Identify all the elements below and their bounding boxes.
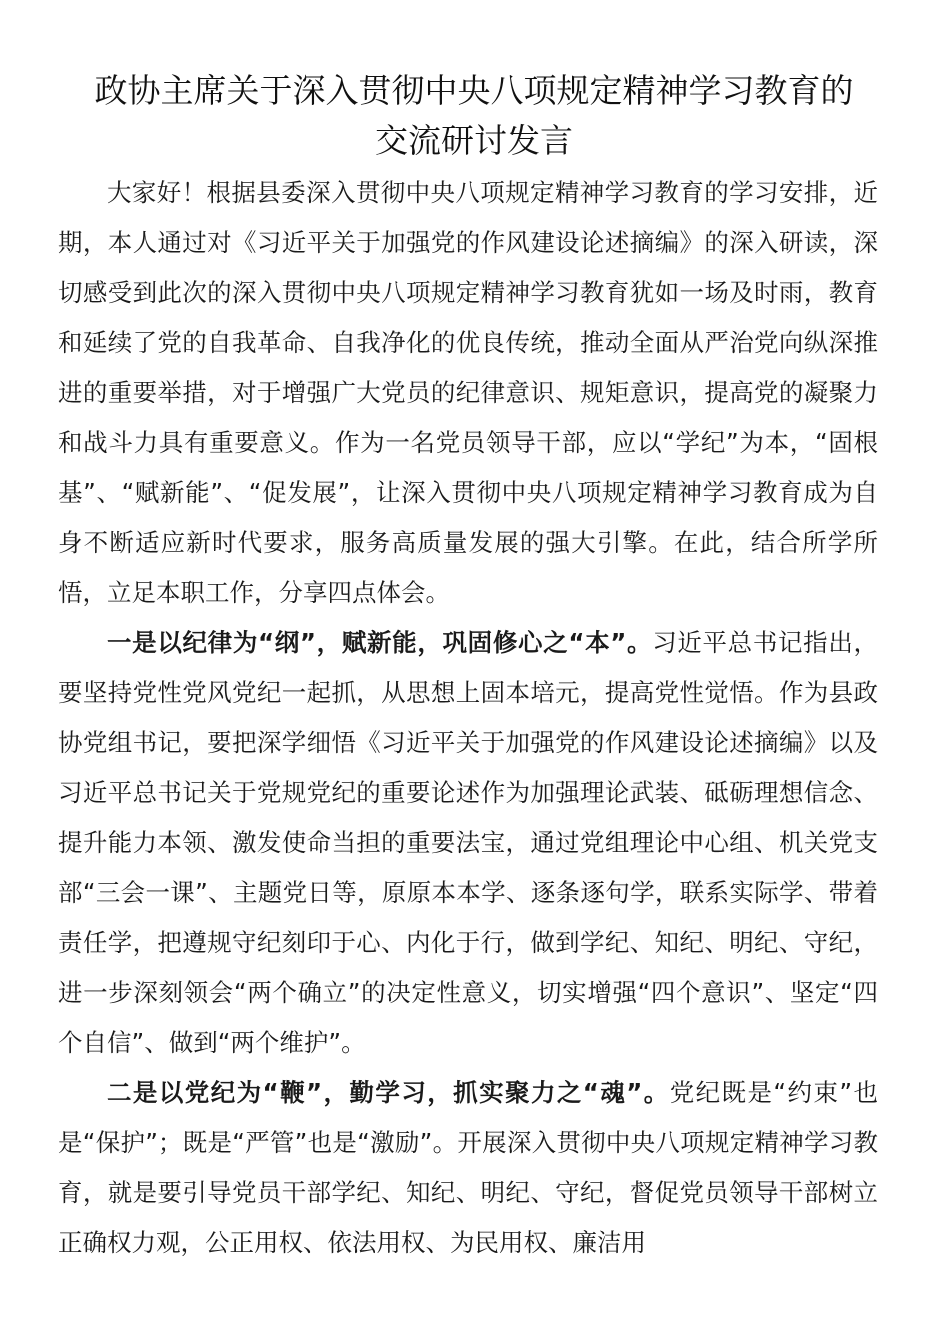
paragraph-lead: 一是以纪律为“纲”，赋新能，巩固修心之“本”。 <box>107 628 653 657</box>
paragraph-text: 大家好！根据县委深入贯彻中央八项规定精神学习教育的学习安排，近期，本人通过对《习近平关于加强党的作风建设论述摘编》的深入研读，深切感受到此次的深入贯彻中央八项规定精神学习教育犹如一场及时雨，教育和延续了党的自我革命、自我净化的优良传统，推动全面从严治党向纵深推进的重要举措，对于增强广大党员的纪律意识、规矩意识，提高党的凝聚力和战斗力具有重要意义。作为一名党员领导干部，应以“学纪”为本，“固根基”、“赋新能”、“促发展”，让深入贯彻中央八项规定精神学习教育成为自身不断适应新时代要求，服务高质量发展的强大引擎。在此，结合所学所悟，立足本职工作，分享四点体会。 <box>58 178 878 607</box>
title-line-2: 交流研讨发言 <box>375 121 573 160</box>
paragraph-text: 党纪既是“约束”也是“保护”；既是“严管”也是“激励”。开展深入贯彻中央八项规定精神学习教育，就是要引导党员干部学纪、知纪、明纪、守纪，督促党员领导干部树立正确权力观，公正用权、依法用权、为民用权、廉洁用 <box>58 1078 878 1257</box>
paragraph-intro <box>58 168 878 618</box>
document-title <box>58 66 878 166</box>
paragraph-lead: 二是以党纪为“鞭”，勤学习，抓实聚力之“魂”。 <box>107 1078 670 1107</box>
document-body <box>58 168 878 1268</box>
paragraph-point-2 <box>58 1068 878 1268</box>
paragraph-text: 习近平总书记指出，要坚持党性党风党纪一起抓，从思想上固本培元，提高党性觉悟。作为县政协党组书记，要把深学细悟《习近平关于加强党的作风建设论述摘编》以及习近平总书记关于党规党纪的重要论述作为加强理论武装、砥砺理想信念、提升能力本领、激发使命当担的重要法宝，通过党组理论中心组、机关党支部“三会一课”、主题党日等，原原本本学、逐条逐句学，联系实际学、带着责任学，把遵规守纪刻印于心、内化于行，做到学纪、知纪、明纪、守纪，进一步深刻领会“两个确立”的决定性意义，切实增强“四个意识”、坚定“四个自信”、做到“两个维护”。 <box>58 628 879 1057</box>
title-line-1: 政协主席关于深入贯彻中央八项规定精神学习教育的 <box>94 71 854 110</box>
paragraph-point-1 <box>58 618 878 1068</box>
